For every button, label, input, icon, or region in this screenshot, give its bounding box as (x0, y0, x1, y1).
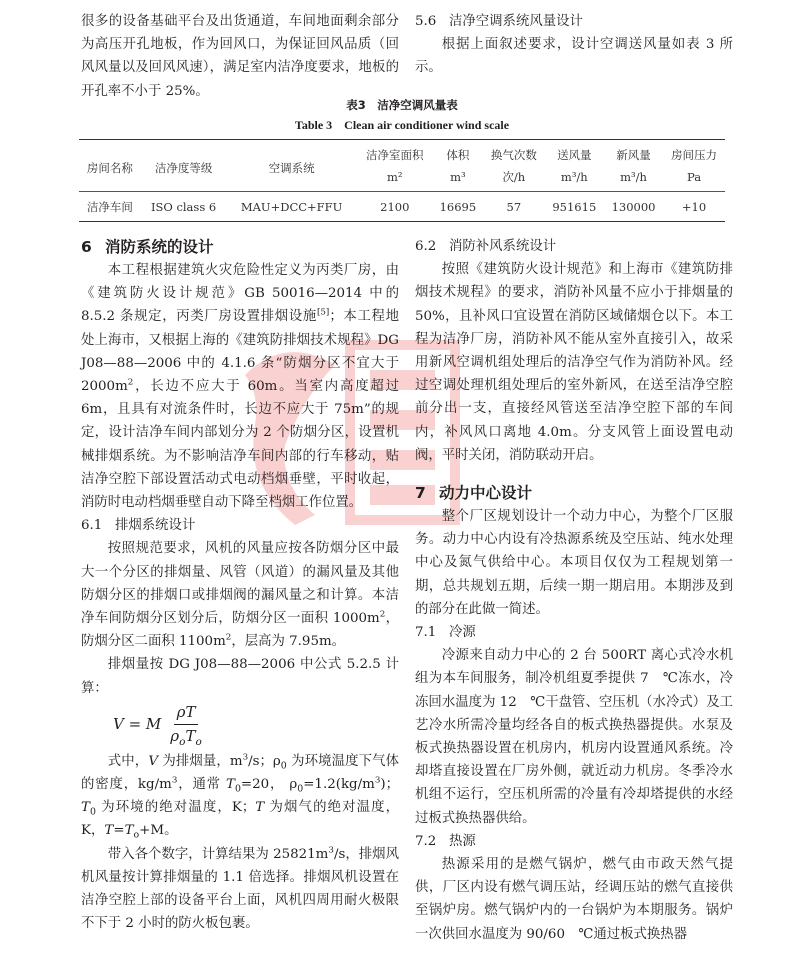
air-volume-table (79, 139, 725, 222)
paragraph: 带入各个数字，计算结果为 $25821m^3/s$，排烟风机风量按计算排烟量的 1.1 倍选择。排烟风机设置在洁净空腔上部的设备平台上面，风机四周用耐火极限不下于 2 小时的防火板包裹。 (81, 845, 399, 932)
left-column-main (81, 235, 399, 935)
paragraph: 很多的设备基础平台及出货通道，车间地面剩余部分为高压开孔地板，作为回风口，为保证回风品质（回风风量以及回风风速），满足室内洁净度要求，地板的开孔率不小于 25%。 (81, 14, 399, 99)
section-heading-6: 6 消防系统的设计 (81, 238, 214, 256)
paragraph: 式中，V 为排烟量，$m^3/s$；$\rho_0$ 为环境温度下气体的密度，$kg/m^3$，通常 $T_0=20$， $\rho_0=1.2(kg/m^3)$；$T_0$ 为环境的绝对温度，K；T 为烟气的绝对温度，K，$T=T_o+M$。 (81, 752, 400, 842)
header-volume: 体积 (433, 140, 483, 167)
section-heading-5-6: 5.6 洁净空调系统风量设计 (415, 14, 583, 29)
cell-supply-air: 951615 (545, 192, 604, 222)
citation-ref: [5] (317, 307, 330, 318)
unit-fresh-air: m³/h (604, 166, 663, 192)
table-3 (79, 95, 725, 222)
section-heading-7-1: 7.1 冷源 (415, 625, 476, 641)
unit-area: m² (357, 166, 433, 192)
unit-volume: m³ (433, 166, 483, 192)
formula-denominator: $\rho_oT_o$ (170, 727, 202, 749)
unit-supply-air: m³/h (545, 166, 604, 192)
header-supply-air: 送风量 (545, 140, 604, 167)
table-caption-cn: 表3 洁净空调风量表 (346, 98, 458, 112)
cell-air-changes: 57 (483, 192, 545, 222)
unit-air-changes: 次/h (483, 166, 545, 192)
section-heading-6-1: 6.1 排烟系统设计 (81, 518, 196, 534)
table-row (79, 192, 725, 222)
header-room-name: 房间名称 (79, 140, 141, 192)
cell-fresh-air: 130000 (604, 192, 663, 222)
paragraph: 冷源来自动力中心的 2 台 500RT 离心式冷水机组为本车间服务，制冷机组夏季提供 7 ℃冻水，冷冻回水温度为 12 ℃干盘管、空压机（水冷式）及工艺冷水所需冷量均经各自的板式换热器提供。水泵及板式换热器设置在机房内，机房内设置通风系统。冷却塔直接设置在厂房外侧，就近动力机房。冬季冷水机组不运行，空压机所需的冷量有冷却塔提供的水经过板式换热器供给。 (415, 648, 733, 826)
paragraph: 热源采用的是燃气锅炉，燃气由市政天然气提供，厂区内设有燃气调压站，经调压站的燃气直接供至锅炉房。燃气锅炉内的一台锅炉为本期服务。锅炉一次供回水温度为 90/60 ℃通过板式换热器 (415, 857, 733, 942)
table-caption-en: Table 3 Clean air conditioner wind scale (294, 118, 510, 132)
cell-room-name: 洁净车间 (79, 192, 141, 222)
header-air-changes: 换气次数 (483, 140, 545, 167)
left-column-top (81, 10, 399, 103)
cell-ac-system: MAU+DCC+FFU (226, 192, 356, 222)
formula-fraction (167, 701, 205, 748)
header-area: 洁净室面积 (357, 140, 433, 167)
cell-area: 2100 (357, 192, 433, 222)
formula-lhs: V = M (113, 715, 162, 734)
paragraph: 整个厂区规划设计一个动力中心，为整个厂区服务。动力中心内设有冷热源系统及空压站、纯水处理中心及氮气供给中心。本项目仅仅为工程规划第一期，总共规划五期，后续一期一期启用。本期涉及到的部分在此做一简述。 (415, 509, 733, 617)
paragraph: 按照规范要求，风机的风量应按各防烟分区中最大一个分区的排烟量、风管（风道）的漏风量及其他防烟分区的排烟口或排烟阀的漏风量之和计算。本洁净车间防烟分区划分后，防烟分区一面积 $1000m^2$，防烟分区二面积 $1100m^2$，层高为 7.95m。 (81, 541, 400, 650)
right-column-main (415, 235, 733, 946)
header-fresh-air: 新风量 (604, 140, 663, 167)
header-cleanliness: 洁净度等级 (141, 140, 227, 192)
paragraph: 按照《建筑防火设计规范》和上海市《建筑防排烟技术规程》的要求，消防补风量不应小于排烟量的 50%，且补风口宜设置在消防区域储烟仓以下。本工程为洁净厂房，消防补风不能从室外直接引入，故采用新风空调机组处理后的洁净空气作为消防补风。经过空调处理机组处理后的室外新风，在送至洁净空腔前分出一支，直接经风管送至洁净空腔下部的车间内，补风风口离地 4.0m。分支风管上面设置电动阀，平时关闭，消防联动开启。 (415, 262, 733, 463)
right-column-top (415, 10, 733, 80)
formula-numerator: ρT (174, 701, 199, 725)
table-header-row (79, 140, 725, 167)
section-heading-7-2: 7.2 热源 (415, 833, 476, 849)
section-heading-7: 7 动力中心设计 (415, 484, 533, 503)
paragraph: 根据上面叙述要求，设计空调送风量如表 3 所示。 (415, 37, 733, 76)
header-room-pressure: 房间压力 (663, 140, 725, 167)
section-heading-6-2: 6.2 消防补风系统设计 (415, 239, 557, 254)
paragraph: 本工程根据建筑火灾危险性定义为丙类厂房，由《建筑防火设计规范》GB 50016—2014 中的 8.5.2 条规定，丙类厂房设置排烟设施[5]；本工程地处上海市，又根据上海的《建筑防排烟技术规程》DG J08—88—2006 中的 4.1.6 条“防烟分区不宜大于 $2000m^2$，长边不应大于 60m。当室内高度超过 6m，且具有对流条件时，长边不应大于 75m”的规定，设计洁净车间内部划分为 2 个防烟分区，设置机械排烟系统。为不影响洁净车间内部的行车移动，贴洁净空腔下部设置活动式电动档烟垂壁，平时收起，消防时电动档烟垂壁自动下降至档烟工作位置。 (81, 263, 400, 511)
cell-cleanliness: ISO class 6 (141, 192, 227, 222)
cell-room-pressure: +10 (663, 192, 725, 222)
unit-room-pressure: Pa (663, 166, 725, 192)
header-ac-system: 空调系统 (226, 140, 356, 192)
cell-volume: 16695 (433, 192, 483, 222)
paragraph: 排烟量按 DG J08—88—2006 中公式 5.2.5 计算： (81, 657, 399, 696)
smoke-volume-formula (81, 700, 399, 750)
